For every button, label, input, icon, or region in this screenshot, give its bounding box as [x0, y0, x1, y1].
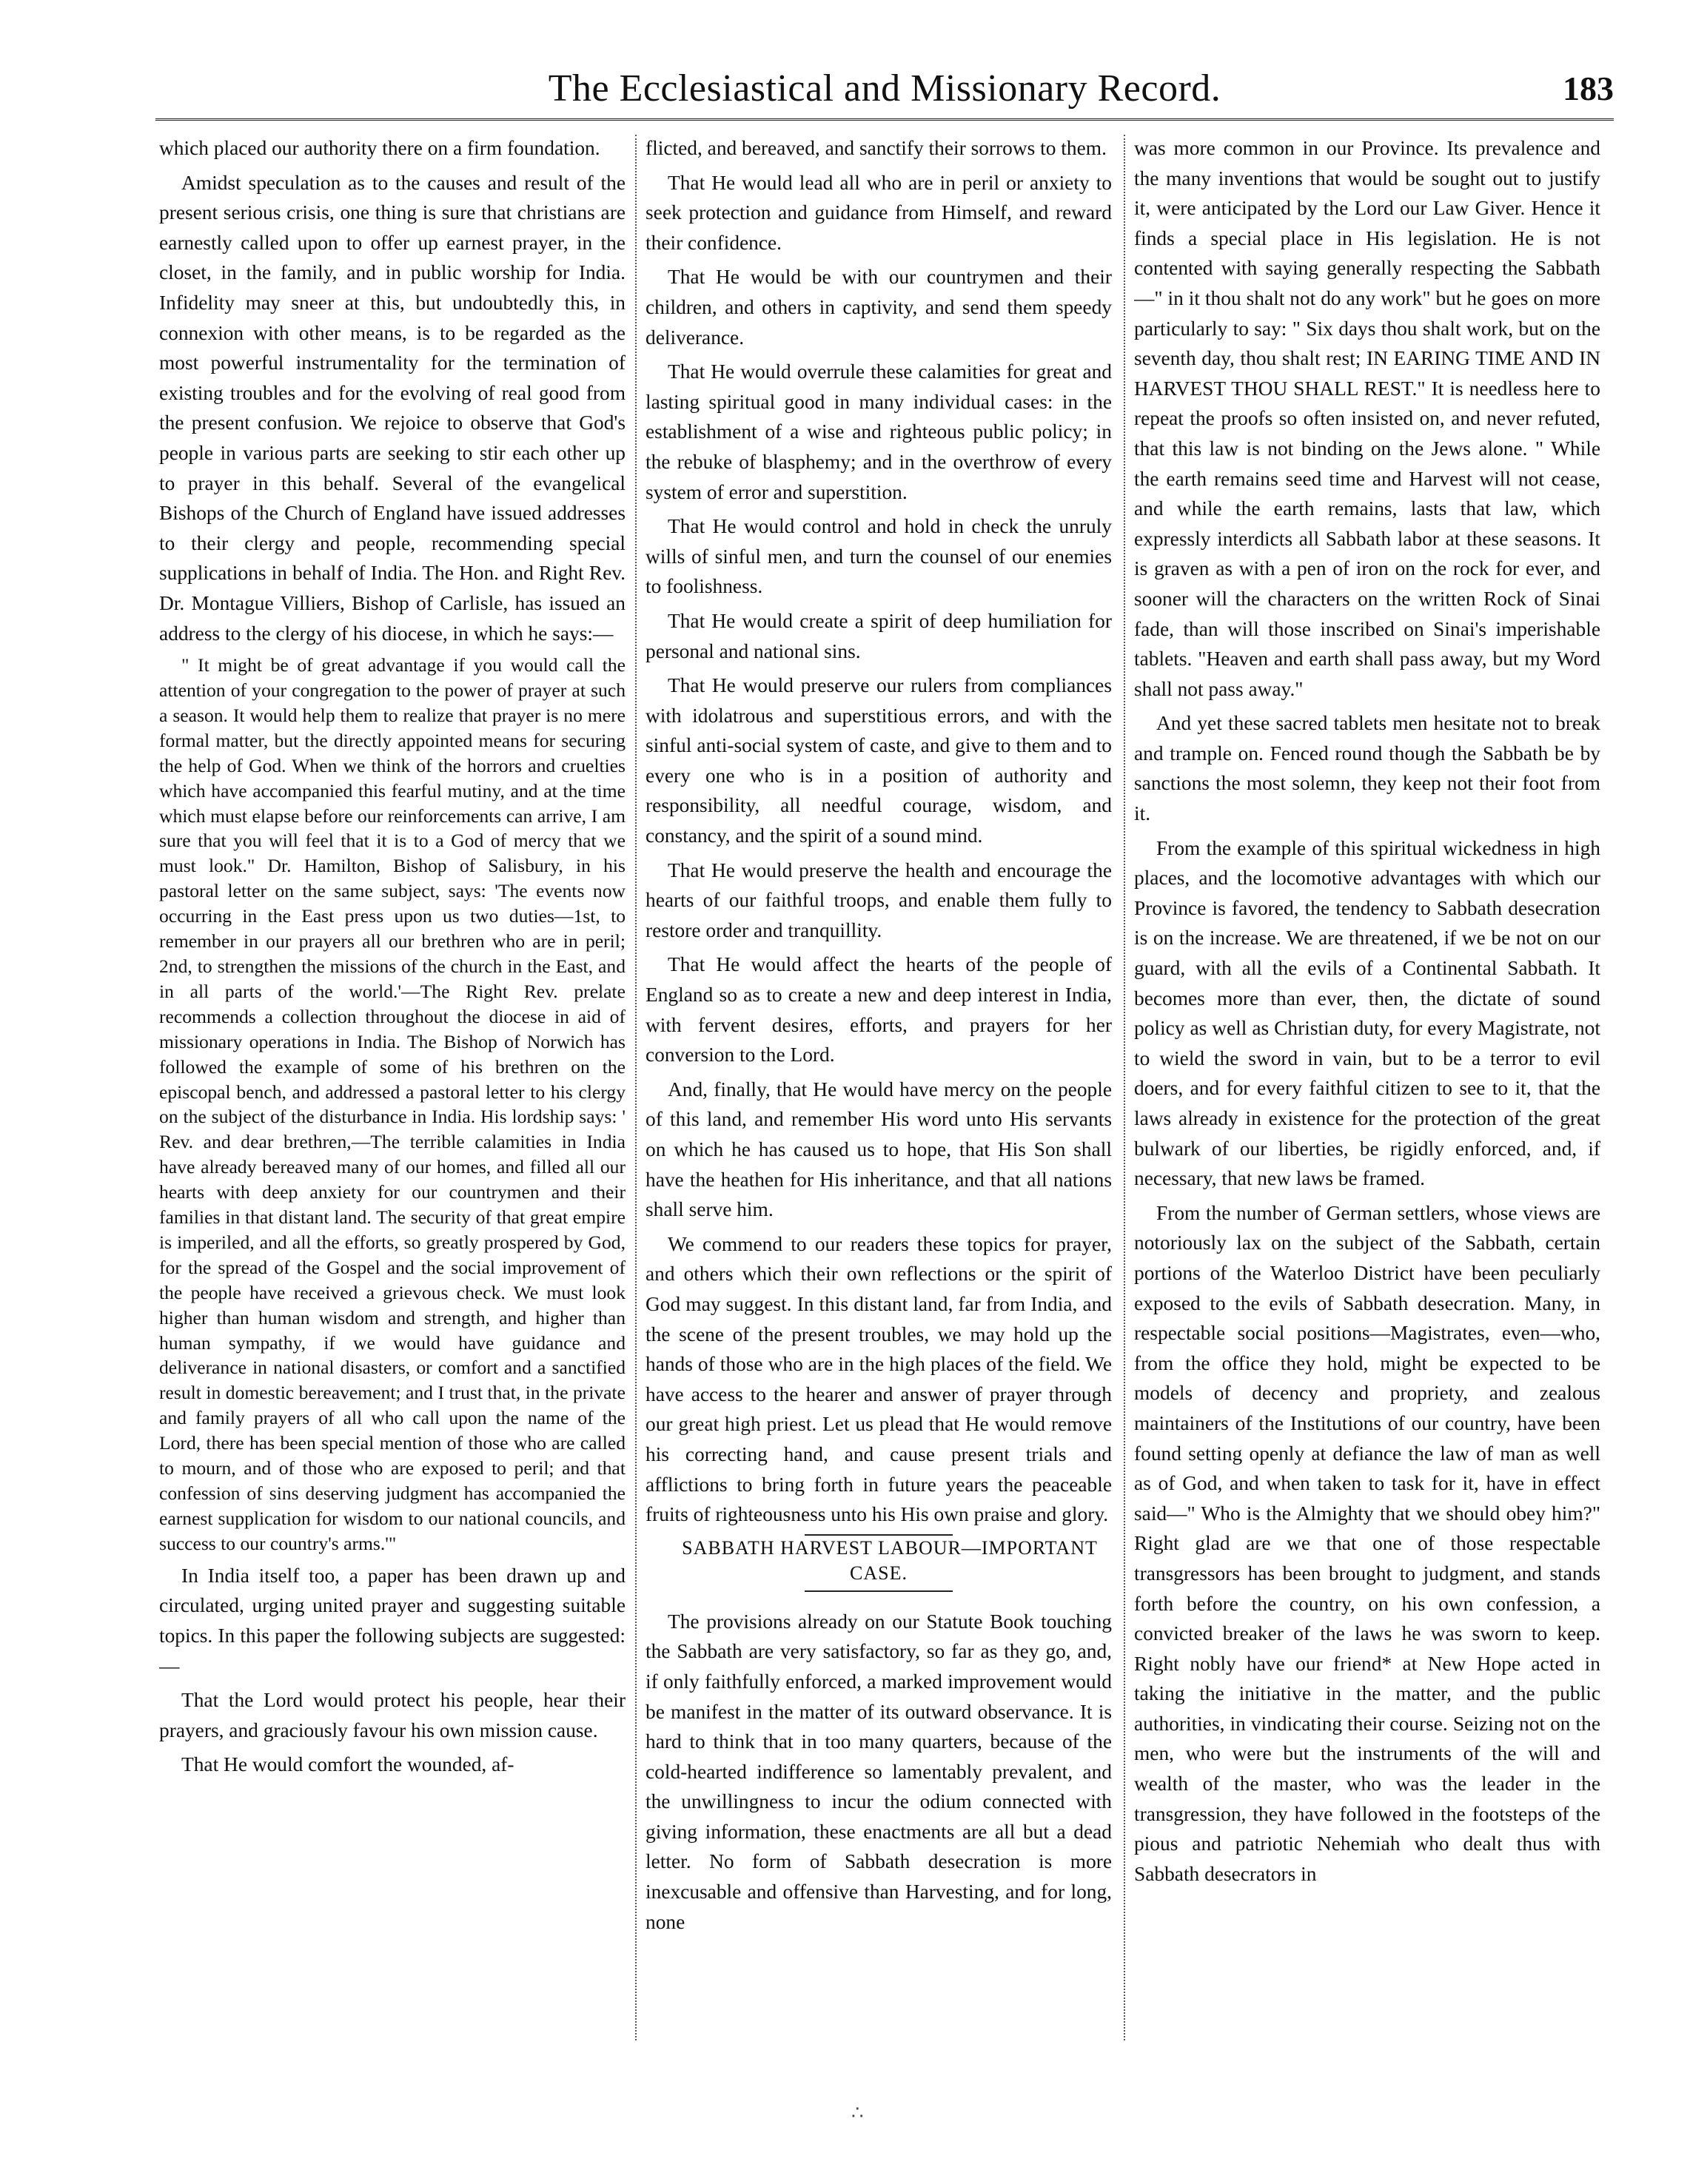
quoted-letter: " It might be of great advantage if you would call the attention of your congregation to the power of prayer at such a season. It would help them to realize that prayer is no mere formal matter, but the directly appointed means for securing the help of God. When we think of the horrors and cruelties which have accompanied this fearful mutiny, and at the time which must elapse before our reinforcements can arrive, I am sure that you will feel that it is to a God of mercy that we must look." Dr. Hamilton, Bishop of Salisbury, in his pastoral letter on the same subject, says: 'The events now occurring in the East press upon us two duties—1st, to remember in our prayers all our brethren who are in peril; 2nd, to strengthen the missions of the church in the East, and in all parts of the world.'—The Right Rev. prelate recommends a collection throughout the diocese in aid of missionary operations in India. The Bishop of Norwich has followed the example of some of his brethren on the episcopal bench, and addressed a pastoral letter to his clergy on the subject of the disturbance in India. His lordship says: ' Rev. and dear brethren,—The terrible calamities in India have already bereaved many of our homes, and filled all our hearts with deep anxiety for our countrymen and their families in that distant land. The security of that great empire is imperiled, and all the efforts, so greatly prospered by God, for the spread of the Gospel and the social improvement of the people have received a grievous check. We must look higher than human wisdom and strength, and higher than human sympathy, if we would have guidance and deliverance in national disasters, or comfort and a sanctified result in domestic bereavement; and I trust that, in the private and family prayers of all who call upon the name of the Lord, there has been special mention of those who are called to mourn, and of those who are exposed to peril; and that confession of sins deserving judgment has accompanied the earnest supplication for wisdom to our national councils, and success to our country's arms.'"	[159, 654, 626, 1554]
paragraph: From the example of this spiritual wickedness in high places, and the locomotive advantages with which our Province is favored, the tendency to Sabbath desecration is on the increase. We are threatened, if we be not on our guard, with all the evils of a Continental Sabbath. It becomes more than ever, then, the dictate of sound policy as well as Christian duty, for every Magistrate, not to wield the sword in vain, but to be a terror to evil doers, and for every faithful citizen to see to it, that the laws already in existence for the protection of the great bulwark of our liberties, be rigidly enforced, and, if necessary, that new laws be framed.	[1134, 836, 1600, 1190]
masthead	[155, 65, 1614, 117]
paragraph: That He would overrule these calamities for great and lasting spiritual good in many individual cases: in the establishment of a wise and righteous public policy; in the rebuke of blasphemy; and in the overthrow of every system of error and superstition.	[646, 360, 1112, 503]
paragraph: That He would affect the hearts of the people of England so as to create a new and deep interest in India, with fervent desires, efforts, and prayers for her conversion to the Lord.	[646, 953, 1112, 1066]
paragraph: That He would be with our countrymen and their children, and others in captivity, and send them speedy deliverance.	[646, 266, 1112, 349]
column-3	[1134, 133, 1600, 2043]
paragraph: That He would comfort the wounded, af-	[181, 1753, 514, 1776]
section-rule	[805, 1590, 953, 1592]
paragraph: And yet these sacred tablets men hesitate not to break and trample on. Fenced round though the Sabbath be by sanctions the most solemn, they keep not their foot from it.	[1134, 712, 1600, 825]
paragraph: The provisions already on our Statute Book touching the Sabbath are very satisfactory, so far as they go, and, if only faithfully enforced, a marked improvement would be manifest in the matter of its outward observance. It is hard to think that in too many quarters, because of the cold-hearted indifference so lamentably prevalent, and the unwillingness to incur the odium connected with giving information, these enactments are all but a dead letter. No form of Sabbath desecration is more inexcusable and offensive than Harvesting, and for long, none	[646, 1610, 1112, 1933]
paragraph: That He would create a spirit of deep humiliation for personal and national sins.	[646, 609, 1112, 662]
paragraph: That He would preserve the health and encourage the hearts of our faithful troops, and enable them fully to restore order and tranquillity.	[646, 859, 1112, 941]
section-heading: SABBATH HARVEST LABOUR—IMPORTANT CASE.	[682, 1536, 1098, 1584]
paragraph: was more common in our Province. Its prevalence and the many inventions that would be sought out to justify it, were anticipated by the Lord our Law Giver. Hence it finds a special place in His legislation. He is not contented with saying generally respecting the Sabbath—" in it thou shalt not do any work" but he goes on more particularly to say: " Six days thou shalt work, but on the seventh day, thou shalt rest; IN EARING TIME AND IN HARVEST THOU SHALL REST." It is needless here to repeat the proofs so often insisted on, and never refuted, that this law is not binding on the Jews alone. " While the earth remains seed time and Harvest will not cease, and while the earth remains, lasts that law, which expressly interdicts all Sabbath labor at these seasons. It is graven as with a pen of iron on the rock for ever, and sooner will the characters on the written Rock of Sinai fade, than will those inscribed on Sinai's imperishable tablets. "Heaven and earth shall pass away, but my Word shall not pass away."	[1134, 137, 1600, 700]
paragraph: That the Lord would protect his people, hear their prayers, and graciously favour his own mission cause.	[159, 1689, 626, 1741]
column-1	[159, 133, 626, 2043]
paragraph: In India itself too, a paper has been drawn up and circulated, urging united prayer and suggesting suitable topics. In this paper the following subjects are suggested:—	[159, 1564, 626, 1677]
paragraph: Amidst speculation as to the causes and result of the present serious crisis, one thing is sure that christians are earnestly called upon to offer up earnest prayer, in the closet, in the family, and in public worship for India. Infidelity may sneer at this, but undoubtedly this, in connexion with other means, is to be regarded as the most powerful instrumentality for the termination of existing troubles and for the evolving of real good from the present confusion. We rejoice to observe that God's people in various parts are seeking to stir each other up to prayer in this behalf. Several of the evangelical Bishops of the Church of England have issued addresses to their clergy and people, recommending special supplications in behalf of India. The Hon. and Right Rev. Dr. Montague Villiers, Bishop of Carlisle, has issued an address to the clergy of his diocese, in which he says:—	[159, 171, 626, 645]
paragraph: which placed our authority there on a firm foundation.	[159, 137, 600, 159]
column-divider	[1124, 135, 1125, 2040]
paragraph: That He would lead all who are in peril or anxiety to seek protection and guidance from Himself, and reward their confidence.	[646, 171, 1112, 254]
header-rule	[155, 118, 1614, 121]
column-2	[646, 133, 1112, 2043]
journal-title: The Ecclesiastical and Missionary Record.	[548, 67, 1221, 110]
footer-ornament: ∴	[851, 2102, 864, 2123]
paragraph: We commend to our readers these topics for prayer, and others which their own reflections or the spirit of God may suggest. In this distant land, far from India, and the scene of the present troubles, we may hold up the hands of those who are in the high places of the field. We have access to the hearer and answer of prayer through our great high priest. Let us plead that He would remove his correcting hand, and cause present trials and afflictions to bring forth in future years the peaceable fruits of righteousness unto his His own praise and glory.	[646, 1232, 1112, 1526]
paragraph: From the number of German settlers, whose views are notoriously lax on the subject of the Sabbath, certain portions of the Waterloo District have been peculiarly exposed to the evils of Sabbath desecration. Many, in respectable social positions—Magistrates, even—who, from the office they hold, might be expected to be models of decency and propriety, and zealous maintainers of the Institutions of our country, have been found setting openly at defiance the law of man as well as of God, and when taken to task for it, have in effect said—" Who is the Almighty that we should obey him?" Right glad are we that one of those respectable transgressors has been brought to judgment, and stands forth before the country, on his own confession, a convicted breaker of the laws he was sworn to keep. Right nobly have our friend* at New Hope acted in taking the initiative in the matter, and the public authorities, in vindicating their course. Seizing not on the men, who were but the instruments of the will and wealth of the master, who was the leader in the transgression, they have followed in the footsteps of the pious and patriotic Nehemiah who dealt thus with Sabbath desecrators in	[1134, 1201, 1600, 1885]
paragraph: And, finally, that He would have mercy on the people of this land, and remember His word unto His servants on which he has caused us to hope, that His Son shall have the heathen for His inheritance, and that all nations shall serve him.	[646, 1078, 1112, 1221]
paragraph: flicted, and bereaved, and sanctify their sorrows to them.	[646, 137, 1107, 159]
page-number: 183	[1563, 70, 1614, 107]
paragraph: That He would preserve our rulers from compliances with idolatrous and superstitious errors, and with the sinful anti-social system of caste, and give to them and to every one who is in a position of authority and responsibility, all needful courage, wisdom, and constancy, and the spirit of a sound mind.	[646, 674, 1112, 847]
paragraph: That He would control and hold in check the unruly wills of sinful men, and turn the counsel of our enemies to foolishness.	[646, 515, 1112, 598]
column-divider	[635, 135, 637, 2040]
